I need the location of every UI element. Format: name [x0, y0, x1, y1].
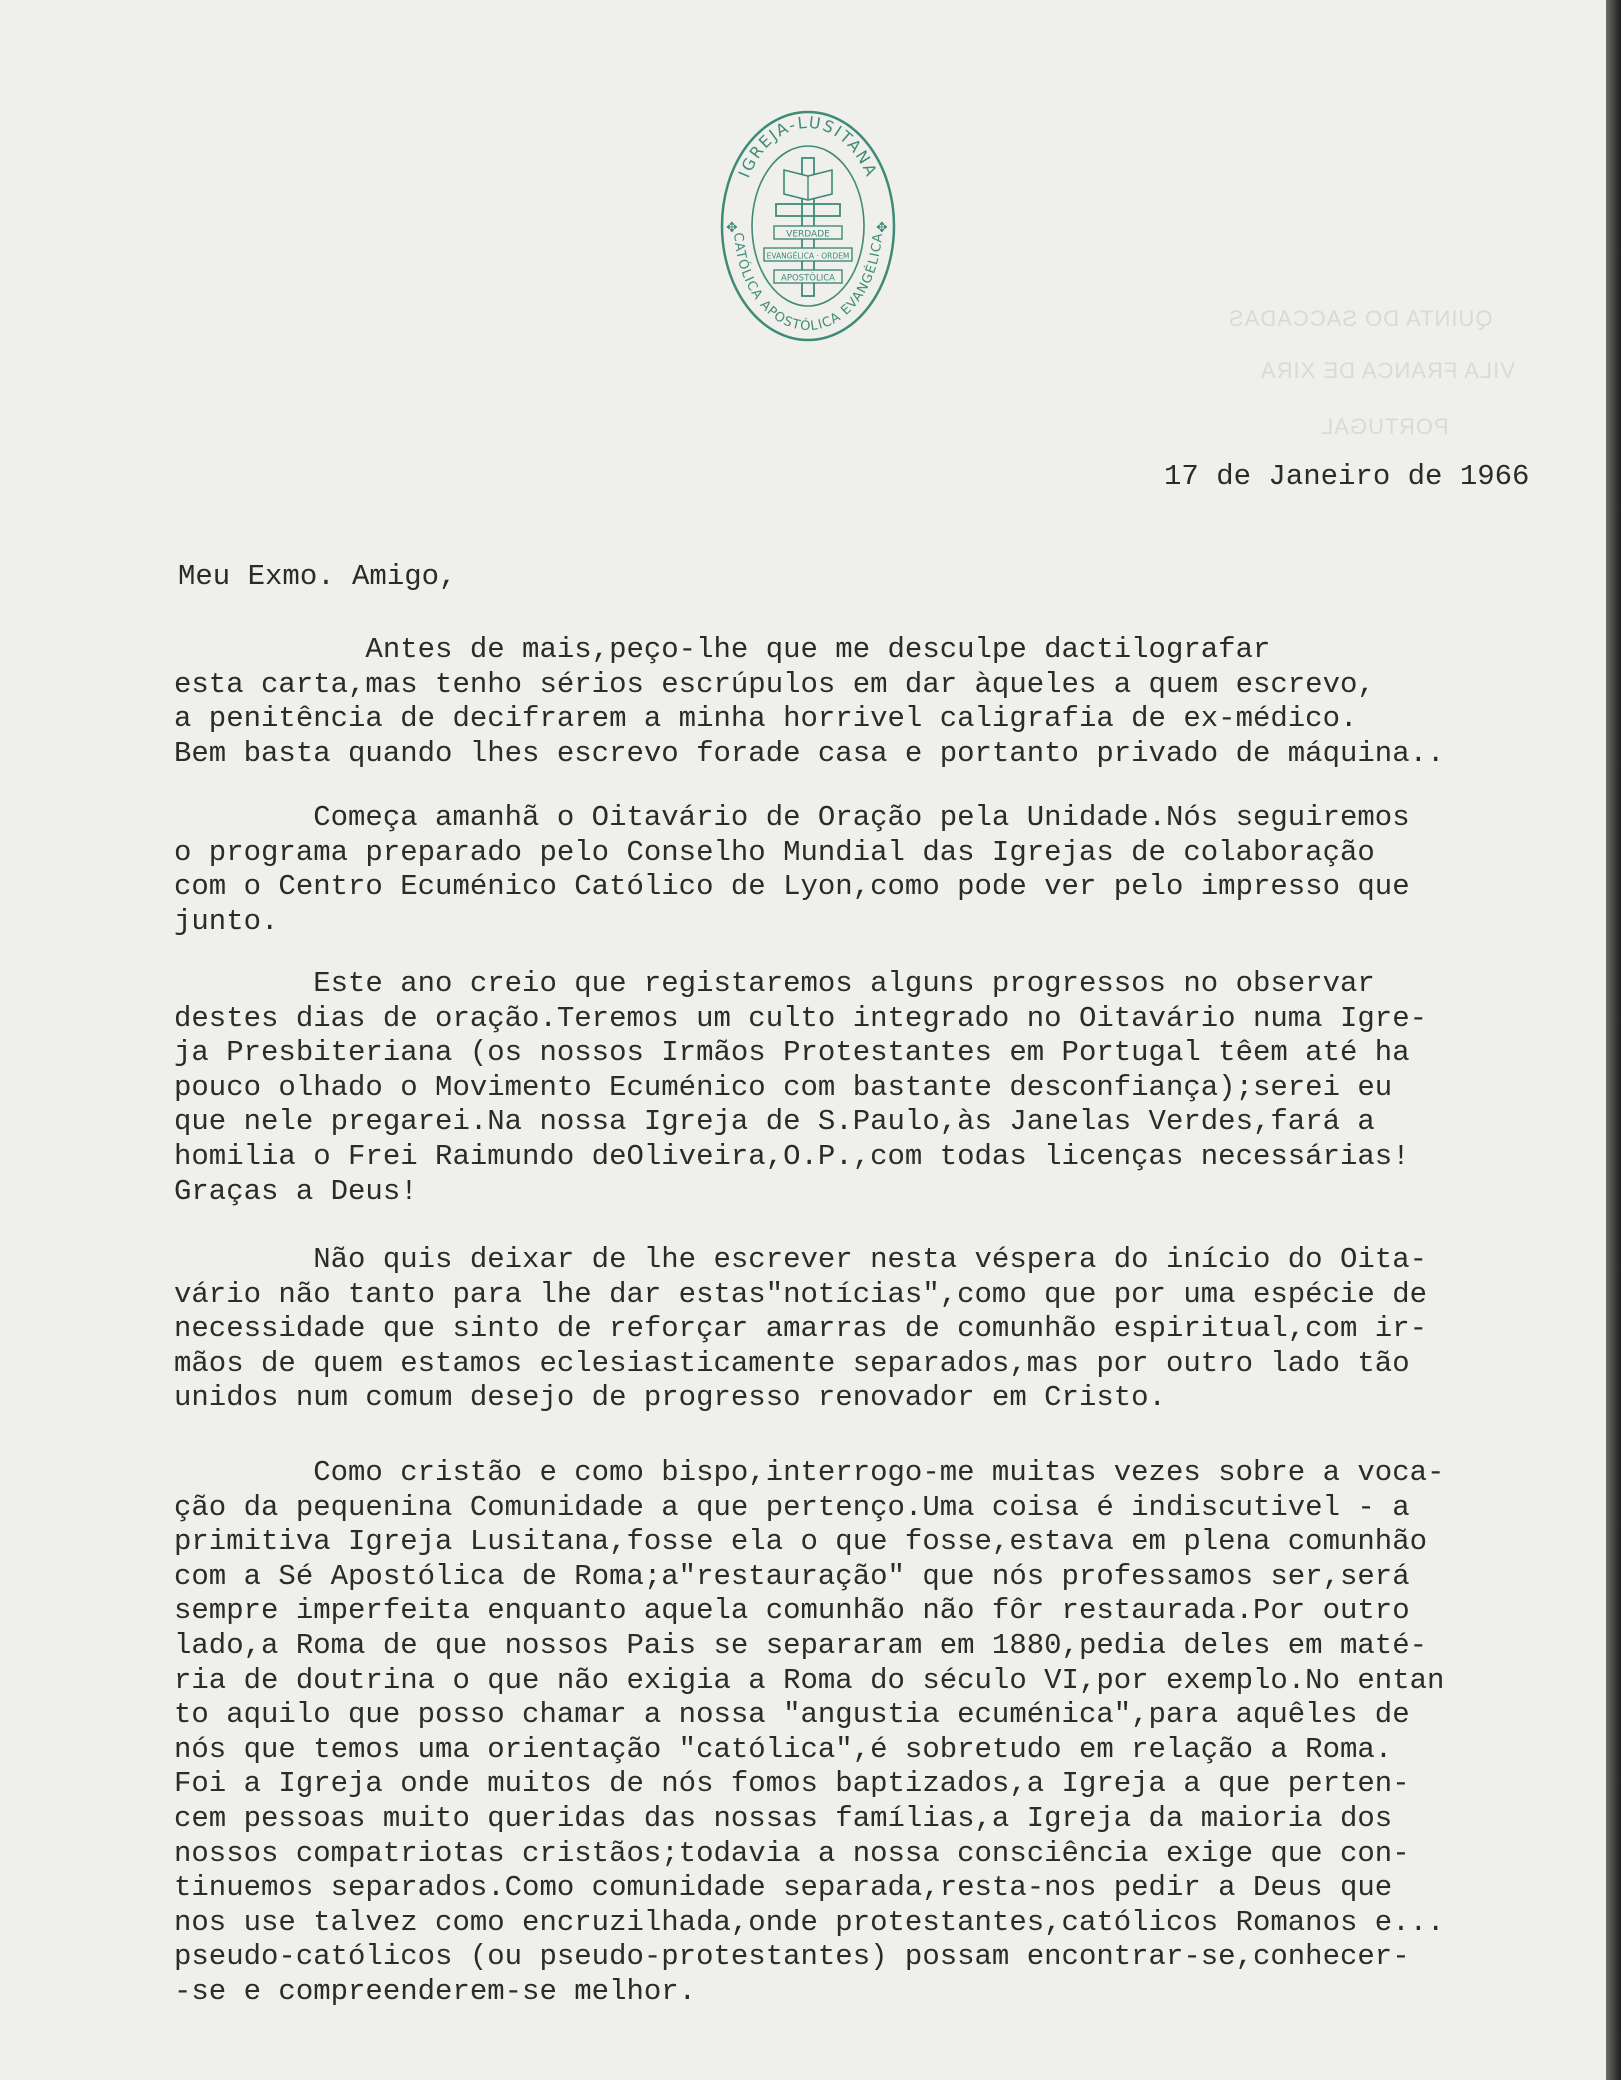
letter-line: destes dias de oração.Teremos um culto integrado no Oitavário numa Igre- [174, 1001, 1428, 1035]
letter-line: tinuemos separados.Como comunidade separada,resta-nos pedir a Deus que [174, 1871, 1393, 1905]
letter-line: pseudo-católicos (ou pseudo-protestantes) possam encontrar-se,conhecer- [174, 1940, 1410, 1974]
letter-line: mãos de quem estamos eclesiasticamente separados,mas por outro lado tão [174, 1346, 1410, 1380]
letter-line: primitiva Igreja Lusitana,fosse ela o que fosse,estava em plena comunhão [174, 1525, 1428, 1559]
letter-line: ria de doutrina o que não exigia a Roma do século VI,por exemplo.No entan [174, 1663, 1445, 1697]
letter-line: lado,a Roma de que nossos Pais se separaram em 1880,pedia deles em maté- [174, 1628, 1428, 1662]
letter-line: Graças a Deus! [174, 1174, 418, 1208]
church-seal-icon [718, 108, 898, 344]
letter-date: 17 de Janeiro de 1966 [1164, 460, 1530, 493]
letter-line: ção da pequenina Comunidade a que pertenço.Uma coisa é indiscutivel - a [174, 1490, 1410, 1524]
letter-line: necessidade que sinto de reforçar amarras de comunhão espiritual,com ir- [174, 1312, 1428, 1346]
letter-paragraph [174, 967, 1427, 1209]
letter-line: com a Sé Apostólica de Roma;a"restauração" que nós professamos ser,será [174, 1559, 1410, 1593]
letter-line: o programa preparado pelo Conselho Mundial das Igrejas de colaboração [174, 835, 1375, 869]
letter-line: to aquilo que posso chamar a nossa "angustia ecuménica",para aquêles de [174, 1698, 1410, 1732]
letter-line: esta carta,mas tenho sérios escrúpulos em dar àqueles a quem escrevo, [174, 667, 1375, 701]
letter-paragraph [174, 801, 1410, 939]
letter-line: que nele pregarei.Na nossa Igreja de S.Paulo,às Janelas Verdes,fará a [174, 1105, 1375, 1139]
letter-line: Antes de mais,peço-lhe que me desculpe dactilografar [174, 633, 1271, 666]
letter-line: sempre imperfeita enquanto aquela comunhão não fôr restaurada.Por outro [174, 1594, 1410, 1628]
letter-line: junto. [174, 904, 279, 938]
letter-line: -se e compreenderem-se melhor. [174, 1974, 697, 2008]
svg-text:IGREJA-LUSITANA: IGREJA-LUSITANA [734, 112, 882, 181]
svg-text:CATÓLICA APOSTÓLICA EVANGÉLICA: CATÓLICA APOSTÓLICA EVANGÉLICA [730, 231, 886, 335]
salutation: Meu Exmo. Amigo, [178, 560, 457, 593]
letter-line: Este ano creio que registaremos alguns progressos no observar [174, 967, 1375, 1000]
letter-line: Não quis deixar de lhe escrever nesta véspera do início do Oita- [174, 1243, 1428, 1276]
paper-edge-shadow [1606, 0, 1621, 2080]
letter-paragraph [174, 633, 1444, 771]
svg-text:✥: ✥ [726, 220, 738, 236]
letter-line: Bem basta quando lhes escrevo forade casa e portanto privado de máquina.. [174, 736, 1445, 770]
letter-line: nossos compatriotas cristãos;todavia a nossa consciência exige que con- [174, 1836, 1410, 1870]
letter-line: a penitência de decifrarem a minha horrivel caligrafia de ex-médico. [174, 702, 1358, 736]
show-through-line: PORTUGAL [1320, 414, 1449, 439]
letter-paragraph [174, 1243, 1427, 1416]
svg-text:✥: ✥ [876, 220, 888, 236]
letter-line: Como cristão e como bispo,interrogo-me muitas vezes sobre a voca- [174, 1456, 1445, 1489]
svg-text:APOSTÓLICA: APOSTÓLICA [781, 273, 835, 284]
letter-line: homilia o Frei Raimundo deOliveira,O.P.,com todas licenças necessárias! [174, 1139, 1410, 1173]
show-through-line: QUINTA DO SACCADAS [1228, 306, 1493, 331]
letter-line: cem pessoas muito queridas das nossas famílias,a Igreja da maioria dos [174, 1801, 1393, 1835]
letter-line: pouco olhado o Movimento Ecuménico com bastante desconfiança);serei eu [174, 1070, 1393, 1104]
letter-line: nos use talvez como encruzilhada,onde protestantes,católicos Romanos e... [174, 1905, 1445, 1939]
svg-text:VERDADE: VERDADE [786, 229, 830, 240]
letter-line: com o Centro Ecuménico Católico de Lyon,como pode ver pelo impresso que [174, 870, 1410, 904]
show-through-line: VILA FRANCA DE XIRA [1260, 358, 1515, 383]
svg-text:EVANGÉLICA · ORDEM: EVANGÉLICA · ORDEM [766, 251, 850, 261]
letter-line: nós que temos uma orientação "católica",é sobretudo em relação a Roma. [174, 1732, 1393, 1766]
letter-line: unidos num comum desejo de progresso renovador em Cristo. [174, 1381, 1166, 1415]
letter-line: Foi a Igreja onde muitos de nós fomos baptizados,a Igreja a que perten- [174, 1767, 1410, 1801]
letter-paragraph [174, 1456, 1444, 2010]
letter-line: ja Presbiteriana (os nossos Irmãos Protestantes em Portugal têem até ha [174, 1036, 1410, 1070]
letter-line: Começa amanhã o Oitavário de Oração pela Unidade.Nós seguiremos [174, 801, 1410, 834]
letter-line: vário não tanto para lhe dar estas"notícias",como que por uma espécie de [174, 1277, 1428, 1311]
